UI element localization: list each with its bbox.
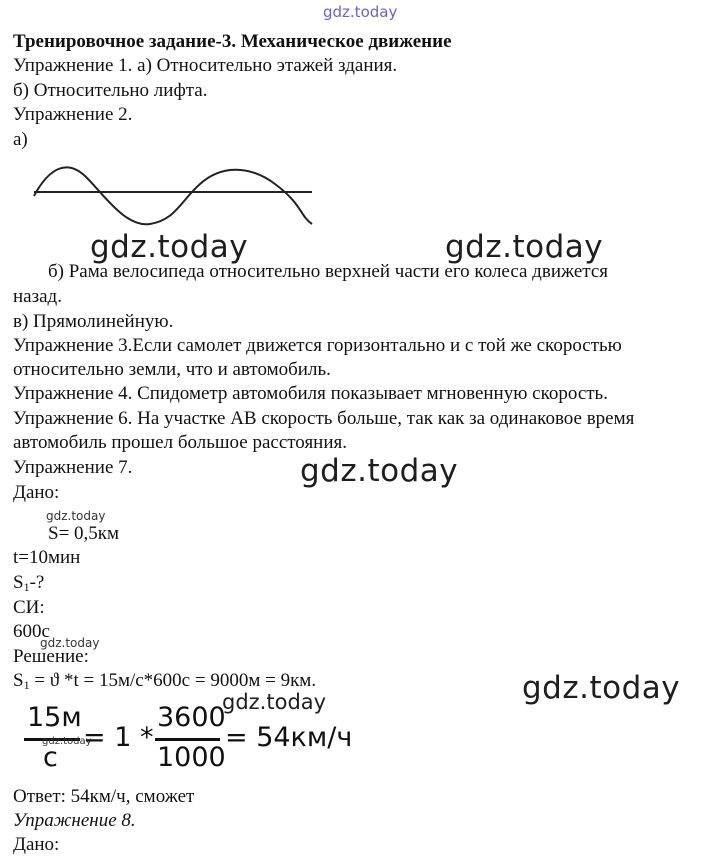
wave-trajectory-figure — [30, 158, 320, 233]
fraction-2-numerator: 3600 — [157, 702, 226, 733]
exercise-1-line: Упражнение 1. а) Относительно этажей здания. — [13, 55, 398, 76]
exercise-3-cont: относительно земли, что и автомобиль. — [13, 359, 331, 380]
watermark-2: gdz.today — [445, 229, 604, 265]
exercise-6-line: Упражнение 6. На участке АВ скорость больше, так как за одинаковое время — [13, 408, 635, 429]
exercise-2b-cont: назад. — [13, 286, 62, 307]
exercise-1b-line: б) Относительно лифта. — [13, 80, 208, 101]
answer-line: Ответ: 54км/ч, сможет — [13, 786, 195, 807]
exercise-2b-line: б) Рама велосипеда относительно верхней части его колеса движется — [48, 261, 608, 282]
exercise-8-heading: Упражнение 8. — [13, 810, 136, 831]
given-time: t=10мин — [13, 547, 81, 568]
watermark-3: gdz.today — [300, 453, 459, 489]
solution-formula-line: $S_1 = ϑ$ *t = 15м/с*600с = 9000м = 9км. — [13, 670, 317, 692]
solution-label: Решение: — [13, 646, 89, 667]
exercise-2a-label: а) — [13, 129, 28, 150]
formula-result: = 54км/ч — [225, 722, 353, 753]
watermark-small-3: gdz.today — [42, 736, 92, 747]
exercise-2-heading: Упражнение 2. — [13, 104, 133, 125]
fraction-1-numerator: 15м — [27, 702, 82, 733]
fraction-2-bar — [155, 738, 220, 741]
watermark-top: gdz.today — [323, 3, 398, 21]
exercise-6-cont: автомобиль прошел большое расстояния. — [13, 432, 348, 453]
fraction-1-denominator: с — [43, 742, 58, 773]
watermark-small-1: gdz.today — [46, 509, 106, 523]
exercise-4-line: Упражнение 4. Спидометр автомобиля показывает мгновенную скорость. — [13, 383, 608, 404]
si-time-value: 600с — [13, 621, 50, 642]
fraction-2-denominator: 1000 — [157, 742, 226, 773]
exercise-2v-line: в) Прямолинейную. — [13, 311, 174, 332]
watermark-4: gdz.today — [522, 670, 681, 706]
given-distance: S= 0,5км — [48, 523, 120, 544]
given-label-2: Дано: — [13, 834, 60, 855]
watermark-5: gdz.today — [222, 690, 327, 714]
wave-curve — [34, 167, 312, 224]
exercise-7-heading: Упражнение 7. — [13, 457, 133, 478]
given-label: Дано: — [13, 482, 60, 503]
formula-middle: = 1 * — [83, 722, 154, 753]
page-title: Тренировочное задание-3. Механическое движение — [13, 31, 452, 52]
si-label: СИ: — [13, 597, 45, 618]
unknown-distance: $S_1-$? — [13, 572, 45, 594]
exercise-3-line: Упражнение 3.Если самолет движется горизонтально и с той же скоростью — [13, 335, 622, 356]
watermark-1: gdz.today — [90, 229, 249, 265]
watermark-small-2: gdz.today — [40, 636, 100, 650]
